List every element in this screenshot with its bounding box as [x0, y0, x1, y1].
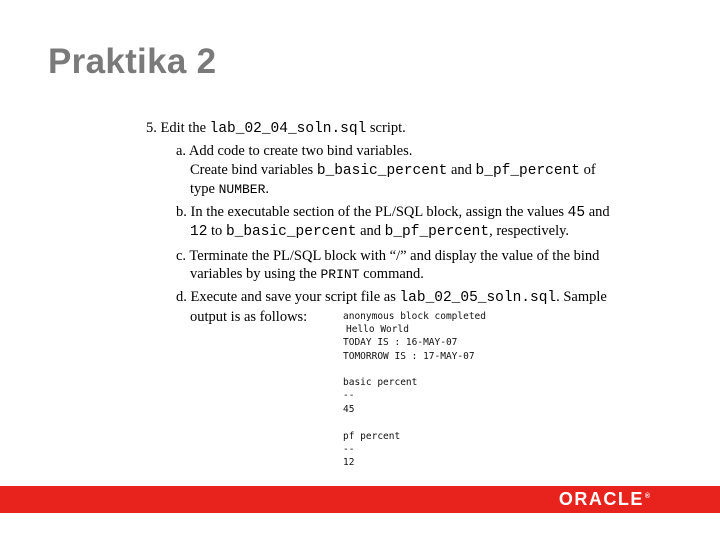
step-c-text: variables by using the [190, 266, 317, 282]
footer-bar [0, 486, 720, 513]
step-b-line-1 [176, 203, 610, 222]
output-line: 45 [343, 404, 355, 415]
step-d-line-2: output is as follows: [190, 309, 308, 325]
step-b-tail: , respectively. [489, 223, 570, 239]
output-line: TODAY IS : 16-MAY-07 [343, 337, 458, 348]
step-a-var-basic: b_basic_percent [316, 163, 448, 179]
step-c-line-1: c. Terminate the PL/SQL block with “/” and display the value of the bind [176, 248, 600, 264]
step-a-of: of [583, 162, 596, 178]
step-5 [146, 119, 406, 138]
output-line: pf percent [343, 431, 401, 442]
step-a-line-2 [190, 161, 596, 180]
step-a-type-label: type [190, 181, 215, 197]
output-line: -- [343, 444, 355, 455]
step-a-and: and [450, 162, 472, 178]
step-d-file-name: lab_02_05_soln.sql [399, 290, 557, 306]
step-c-print-keyword: PRINT [320, 267, 360, 282]
step-a-type: NUMBER [218, 182, 266, 197]
step-d-line-1 [176, 288, 607, 307]
output-line: basic percent [343, 377, 418, 388]
step-c-tail: command. [363, 266, 424, 282]
output-line: 12 [343, 457, 355, 468]
slide-title: Praktika 2 [48, 42, 217, 81]
step-b-text: b. In the executable section of the PL/SQL block, assign the values [176, 204, 565, 220]
step-a-text: Create bind variables [190, 162, 314, 178]
step-c-line-2 [190, 265, 424, 284]
step-a-line-1: a. Add code to create two bind variables. [176, 143, 413, 159]
step-b-var-basic: b_basic_percent [225, 224, 357, 240]
step-b-and-2: and [360, 223, 382, 239]
step-b-var-pf: b_pf_percent [384, 224, 490, 240]
step-d-tail: . Sample [556, 289, 607, 305]
oracle-logo-text: ORACLE [558, 489, 644, 509]
step-a-line-3 [190, 180, 269, 199]
oracle-logo [559, 489, 650, 510]
output-line: Hello World [346, 324, 409, 335]
step-b-value-12: 12 [190, 224, 208, 240]
output-line: TOMORROW IS : 17-MAY-07 [343, 351, 475, 362]
registered-mark: ® [644, 493, 650, 500]
step-b-value-45: 45 [567, 205, 586, 221]
output-line: -- [343, 390, 355, 401]
step-b-to: to [211, 223, 223, 239]
step-5-tail: script. [369, 120, 406, 136]
step-d-text: d. Execute and save your script file as [176, 289, 396, 305]
step-a-period: . [265, 181, 270, 197]
step-b-line-2 [190, 222, 569, 241]
output-line: anonymous block completed [343, 311, 486, 322]
step-5-script-name: lab_02_04_soln.sql [209, 121, 367, 137]
step-a-var-pf: b_pf_percent [475, 163, 580, 179]
step-b-and: and [588, 204, 610, 220]
step-5-lead: 5. Edit the [146, 120, 207, 136]
